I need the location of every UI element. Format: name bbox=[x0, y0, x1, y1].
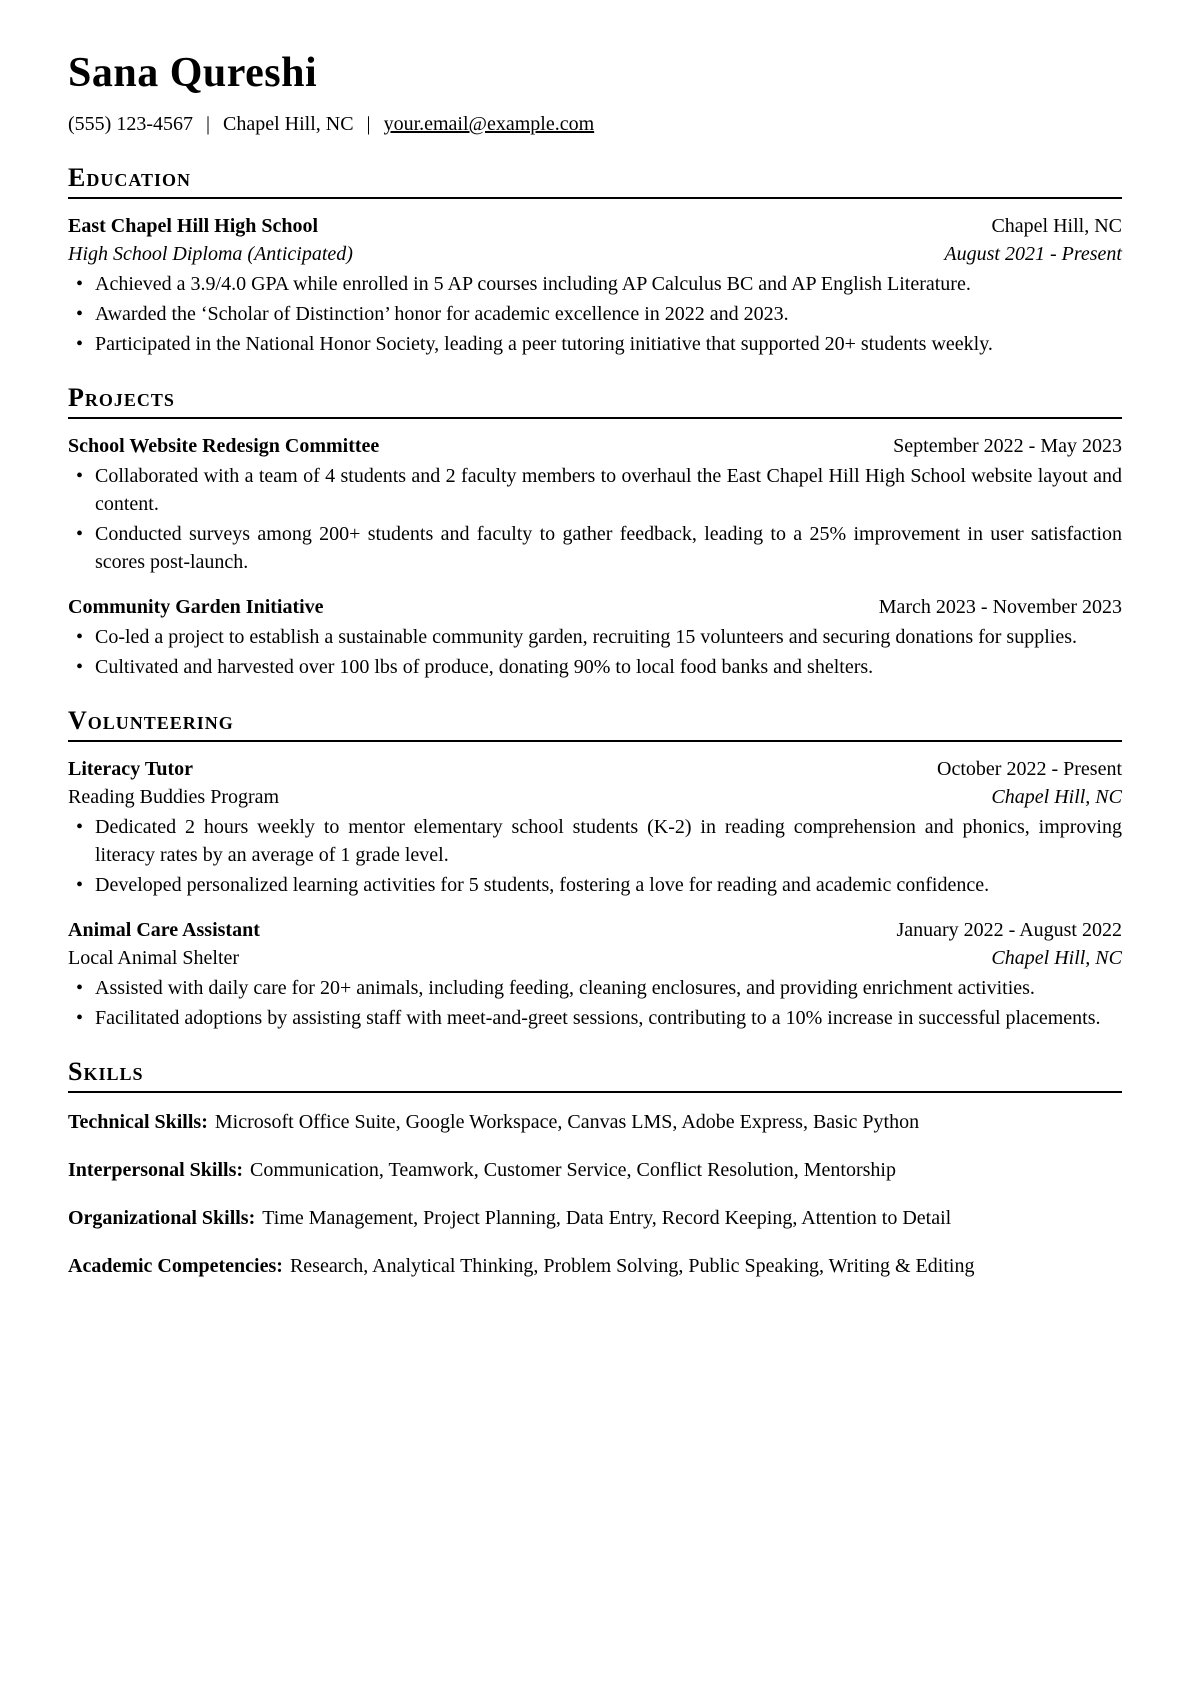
contact-line bbox=[68, 110, 1122, 138]
section-volunteering bbox=[68, 706, 1122, 1032]
bullet-item: • Co-led a project to establish a sustainable community garden, recruiting 15 volunteers and securing donations for supplies. bbox=[68, 623, 1122, 651]
section-skills bbox=[68, 1057, 1122, 1280]
skill-line bbox=[68, 1108, 1122, 1136]
entry-subheading-row bbox=[68, 944, 1122, 972]
education-entry bbox=[68, 212, 1122, 358]
bullet-item: • Participated in the National Honor Society, leading a peer tutoring initiative that supported 20+ students weekly. bbox=[68, 330, 1122, 358]
skill-category-label: Technical Skills: bbox=[68, 1110, 208, 1133]
bullet-item: • Facilitated adoptions by assisting staff with meet-and-greet sessions, contributing to a 10% increase in successful placements. bbox=[68, 1004, 1122, 1032]
section-title-volunteering: Volunteering bbox=[68, 706, 1122, 742]
school-name: East Chapel Hill High School bbox=[68, 215, 319, 238]
date-range: March 2023 - November 2023 bbox=[878, 595, 1122, 618]
degree-name: High School Diploma (Anticipated) bbox=[68, 243, 353, 266]
date-range: August 2021 - Present bbox=[944, 243, 1122, 266]
contact-separator: | bbox=[366, 113, 371, 136]
section-projects bbox=[68, 383, 1122, 681]
bullet-list bbox=[68, 623, 1122, 681]
entry-heading-row bbox=[68, 916, 1122, 944]
email-link[interactable]: your.email@example.com bbox=[383, 113, 595, 136]
date-range: October 2022 - Present bbox=[937, 757, 1122, 780]
entry-subheading-row bbox=[68, 783, 1122, 811]
entry-subheading-row bbox=[68, 240, 1122, 268]
bullet-item: • Awarded the ‘Scholar of Distinction’ honor for academic excellence in 2022 and 2023. bbox=[68, 300, 1122, 328]
skill-list-text: Communication, Teamwork, Customer Service, Conflict Resolution, Mentorship bbox=[250, 1158, 896, 1181]
bullet-list bbox=[68, 270, 1122, 358]
bullet-item: • Achieved a 3.9/4.0 GPA while enrolled in 5 AP courses including AP Calculus BC and AP English Literature. bbox=[68, 270, 1122, 298]
section-title-skills: Skills bbox=[68, 1057, 1122, 1093]
bullet-list bbox=[68, 974, 1122, 1032]
skill-list-text: Time Management, Project Planning, Data Entry, Record Keeping, Attention to Detail bbox=[262, 1206, 952, 1229]
skill-category-label: Interpersonal Skills: bbox=[68, 1158, 244, 1181]
organization-name: Local Animal Shelter bbox=[68, 946, 240, 969]
bullet-item: • Assisted with daily care for 20+ animals, including feeding, cleaning enclosures, and providing enrichment activities. bbox=[68, 974, 1122, 1002]
volunteering-entry bbox=[68, 916, 1122, 1032]
person-name: Sana Qureshi bbox=[68, 50, 318, 96]
bullet-item: • Developed personalized learning activities for 5 students, fostering a love for reading and academic confidence. bbox=[68, 871, 1122, 899]
organization-name: Reading Buddies Program bbox=[68, 785, 280, 808]
section-title-education: Education bbox=[68, 163, 1122, 199]
skill-category-label: Academic Competencies: bbox=[68, 1254, 283, 1277]
skill-list-text: Microsoft Office Suite, Google Workspace, Canvas LMS, Adobe Express, Basic Python bbox=[214, 1110, 920, 1133]
bullet-item: • Cultivated and harvested over 100 lbs of produce, donating 90% to local food banks and shelters. bbox=[68, 653, 1122, 681]
skill-category-label: Organizational Skills: bbox=[68, 1206, 256, 1229]
entry-heading-row bbox=[68, 755, 1122, 783]
section-title-projects: Projects bbox=[68, 383, 1122, 419]
volunteering-entry bbox=[68, 755, 1122, 899]
date-range: September 2022 - May 2023 bbox=[893, 434, 1122, 457]
entry-heading-row bbox=[68, 593, 1122, 621]
school-location: Chapel Hill, NC bbox=[991, 215, 1122, 238]
bullet-item: • Conducted surveys among 200+ students and faculty to gather feedback, leading to a 25% improvement in user satisfaction scores post-launch. bbox=[68, 520, 1122, 576]
role-title: Animal Care Assistant bbox=[68, 918, 260, 941]
date-range: January 2022 - August 2022 bbox=[896, 918, 1122, 941]
bullet-list bbox=[68, 813, 1122, 899]
project-name: Community Garden Initiative bbox=[68, 595, 324, 618]
entry-heading-row bbox=[68, 432, 1122, 460]
skill-line bbox=[68, 1252, 1122, 1280]
skill-list-text: Research, Analytical Thinking, Problem Solving, Public Speaking, Writing & Editing bbox=[289, 1254, 975, 1277]
entry-heading-row bbox=[68, 212, 1122, 240]
project-entry bbox=[68, 432, 1122, 576]
bullet-item: • Dedicated 2 hours weekly to mentor elementary school students (K-2) in reading comprehension and phonics, improving literacy rates by an average of 1 grade level. bbox=[68, 813, 1122, 869]
bullet-item: • Collaborated with a team of 4 students and 2 faculty members to overhaul the East Chapel Hill High School website layout and content. bbox=[68, 462, 1122, 518]
section-education bbox=[68, 163, 1122, 358]
resume-header bbox=[68, 50, 1122, 138]
bullet-list bbox=[68, 462, 1122, 576]
project-entry bbox=[68, 593, 1122, 681]
skill-line bbox=[68, 1156, 1122, 1184]
phone-number: (555) 123-4567 bbox=[68, 113, 193, 136]
organization-location: Chapel Hill, NC bbox=[991, 946, 1122, 969]
skill-line bbox=[68, 1204, 1122, 1232]
contact-separator: | bbox=[205, 113, 210, 136]
role-title: Literacy Tutor bbox=[68, 757, 193, 780]
organization-location: Chapel Hill, NC bbox=[991, 785, 1122, 808]
location-text: Chapel Hill, NC bbox=[223, 113, 354, 136]
project-name: School Website Redesign Committee bbox=[68, 434, 380, 457]
